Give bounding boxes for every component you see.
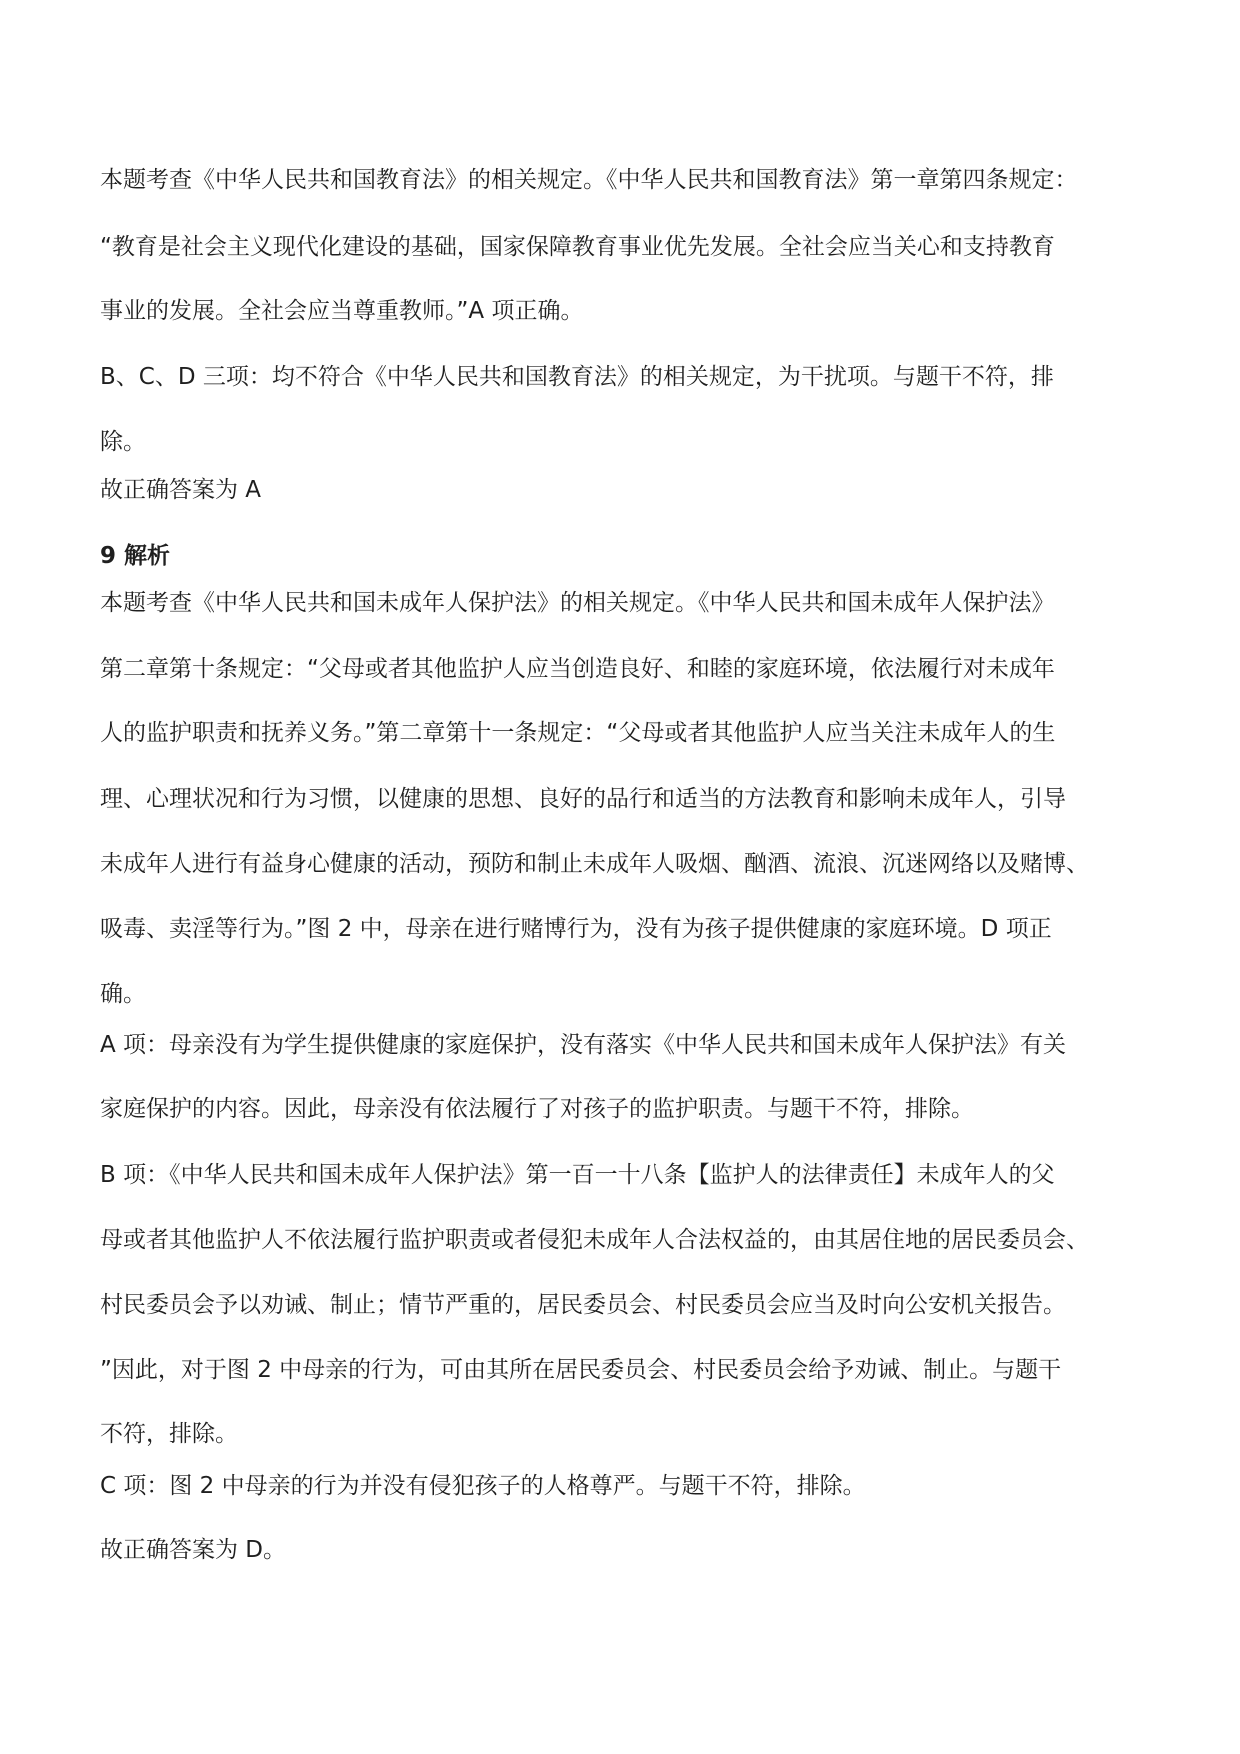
paragraph-line: 事业的发展。全社会应当尊重教师。”A 项正确。	[100, 298, 584, 324]
answer-line: 故正确答案为 D。	[100, 1537, 287, 1563]
paragraph-line: 母或者其他监护人不依法履行监护职责或者侵犯未成年人合法权益的，由其居住地的居民委员会、	[100, 1227, 1089, 1253]
section-heading: 9 解析	[100, 543, 171, 569]
paragraph-line: C 项：图 2 中母亲的行为并没有侵犯孩子的人格尊严。与题干不符，排除。	[100, 1473, 866, 1499]
paragraph-line: A 项：母亲没有为学生提供健康的家庭保护，没有落实《中华人民共和国未成年人保护法》有关	[100, 1032, 1067, 1058]
paragraph-line: 第二章第十条规定：“父母或者其他监护人应当创造良好、和睦的家庭环境，依法履行对未成年	[100, 656, 1055, 682]
paragraph-line: 本题考查《中华人民共和国教育法》的相关规定。《中华人民共和国教育法》第一章第四条规定：	[100, 167, 1078, 193]
paragraph-line: 除。	[100, 429, 146, 455]
paragraph-line: ”因此，对于图 2 中母亲的行为，可由其所在居民委员会、村民委员会给予劝诫、制止。与题干	[100, 1357, 1062, 1383]
paragraph-line: 不符，排除。	[100, 1421, 238, 1447]
paragraph-line: 确。	[100, 981, 146, 1007]
paragraph-line: B 项：《中华人民共和国未成年人保护法》第一百一十八条【监护人的法律责任】未成年人的父	[100, 1162, 1055, 1188]
paragraph-line: “教育是社会主义现代化建设的基础，国家保障教育事业优先发展。全社会应当关心和支持教育	[100, 234, 1055, 260]
paragraph-line: 本题考查《中华人民共和国未成年人保护法》的相关规定。《中华人民共和国未成年人保护法》	[100, 590, 1055, 616]
paragraph-line: B、C、D 三项：均不符合《中华人民共和国教育法》的相关规定，为干扰项。与题干不符，排	[100, 364, 1054, 390]
paragraph-line: 家庭保护的内容。因此，母亲没有依法履行了对孩子的监护职责。与题干不符，排除。	[100, 1096, 974, 1122]
paragraph-line: 人的监护职责和抚养义务。”第二章第十一条规定：“父母或者其他监护人应当关注未成年人的生	[100, 720, 1056, 746]
paragraph-line: 理、心理状况和行为习惯，以健康的思想、良好的品行和适当的方法教育和影响未成年人，引导	[100, 786, 1066, 812]
answer-line: 故正确答案为 A	[100, 477, 262, 503]
paragraph-line: 吸毒、卖淫等行为。”图 2 中，母亲在进行赌博行为，没有为孩子提供健康的家庭环境。D 项正	[100, 916, 1052, 942]
paragraph-line: 未成年人进行有益身心健康的活动，预防和制止未成年人吸烟、酗酒、流浪、沉迷网络以及赌博、	[100, 851, 1089, 877]
paragraph-line: 村民委员会予以劝诫、制止；情节严重的，居民委员会、村民委员会应当及时向公安机关报告。	[100, 1292, 1066, 1318]
